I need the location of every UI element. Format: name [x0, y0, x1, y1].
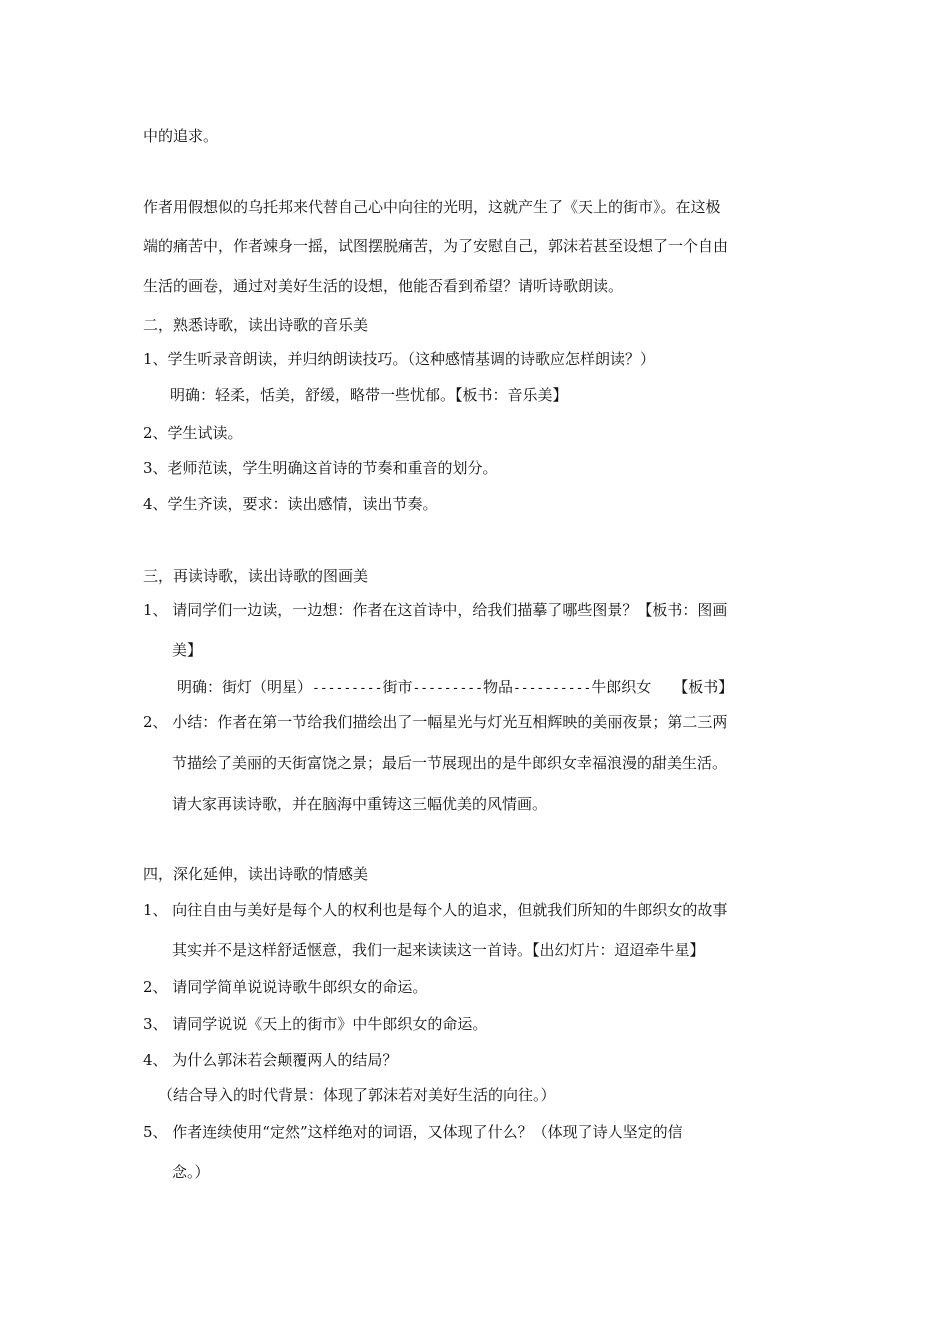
- list-item: 5、 作者连续使用“定然”这样绝对的词语，又体现了什么？（体现了诗人坚定的信: [143, 1123, 683, 1141]
- text-line: 生活的画卷，通过对美好生活的设想，他能否看到希望？请听诗歌朗读。: [143, 277, 624, 295]
- answer-item: 街市: [382, 678, 413, 696]
- dash-separator: ---------: [412, 681, 483, 696]
- list-item: 2、 小结：作者在第一节给我们描绘出了一幅星光与灯光互相辉映的美丽夜景；第二三两: [143, 713, 728, 731]
- list-item: 2、学生试读。: [143, 424, 243, 442]
- text-line: [177, 677, 733, 699]
- list-item: 3、老师范读，学生明确这首诗的节奏和重音的划分。: [143, 459, 498, 477]
- text-line: （结合导入的时代背景：体现了郭沫若对美好生活的向往。）: [158, 1086, 556, 1104]
- text-line: 节描绘了美丽的天街富饶之景；最后一节展现出的是牛郎织女幸福浪漫的甜美生活。: [172, 754, 728, 772]
- list-item: 1、学生听录音朗读，并归纳朗读技巧。（这种感情基调的诗歌应怎样朗读？）: [143, 350, 656, 368]
- list-item: 1、 请同学们一边读，一边想：作者在这首诗中，给我们描摹了哪些图景？【板书：图画: [143, 601, 728, 619]
- list-item: 3、 请同学说说《天上的街市》中牛郎织女的命运。: [143, 1015, 488, 1033]
- answer-item: 物品: [482, 678, 513, 696]
- text-line: 念。）: [172, 1163, 210, 1181]
- section-heading: 三，再读诗歌，读出诗歌的图画美: [143, 567, 369, 585]
- text-line: 请大家再读诗歌，并在脑海中重铸这三幅优美的风情画。: [172, 795, 548, 813]
- text-line: 中的追求。: [143, 127, 219, 145]
- list-item: 2、 请同学简单说说诗歌牛郎织女的命运。: [143, 978, 428, 996]
- text-line: 明确：轻柔，恬美，舒缓，略带一些忧郁。【板书：音乐美】: [170, 386, 568, 404]
- list-item: 1、 向往自由与美好是每个人的权利也是每个人的追求，但就我们所知的牛郎织女的故事: [143, 901, 728, 919]
- board-note: 【板书】: [673, 678, 734, 696]
- list-item: 4、 为什么郭沫若会颠覆两人的结局？: [143, 1051, 398, 1069]
- text-line: 端的痛苦中，作者竦身一摇，试图摆脱痛苦，为了安慰自己，郭沫若甚至设想了一个自由: [143, 237, 729, 255]
- text-line: 作者用假想似的乌托邦来代替自己心中向往的光明，这就产生了《天上的街市》。在这极: [143, 198, 721, 216]
- section-heading: 二，熟悉诗歌，读出诗歌的音乐美: [143, 316, 369, 334]
- list-item: 4、学生齐读，要求：读出感情，读出节奏。: [143, 495, 438, 513]
- answer-label: 明确：街灯（明星）: [177, 678, 313, 696]
- section-heading: 四，深化延伸，读出诗歌的情感美: [143, 865, 369, 883]
- dash-separator: ---------: [312, 681, 383, 696]
- dash-separator: ----------: [512, 681, 592, 696]
- text-line: 美】: [172, 641, 203, 659]
- text-line: 其实并不是这样舒适惬意，我们一起来读读这一首诗。【出幻灯片：迢迢牵牛星】: [172, 941, 705, 959]
- answer-item: 牛郎织女: [591, 678, 652, 696]
